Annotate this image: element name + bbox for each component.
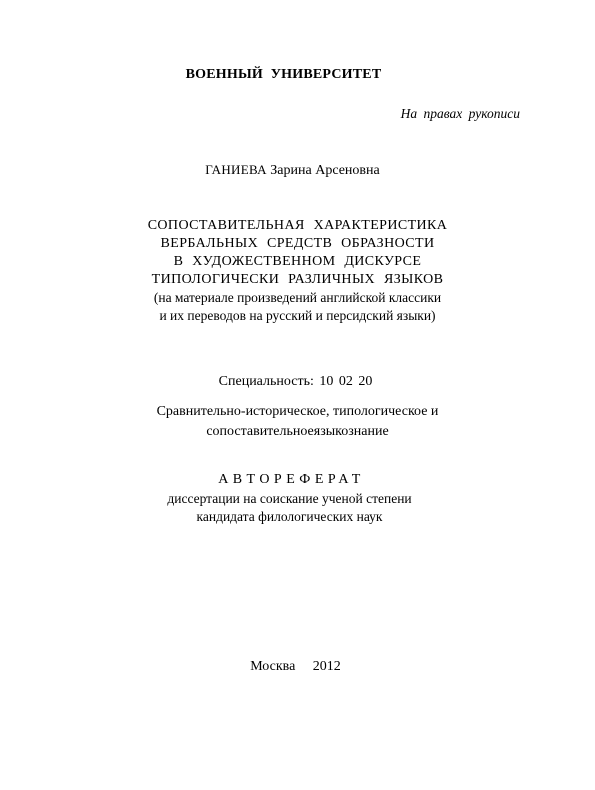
place-and-year: Москва 2012 — [250, 659, 341, 674]
specialty-name — [0, 402, 595, 442]
title-line: ВЕРБАЛЬНЫХ СРЕДСТВ ОБРАЗНОСТИ — [160, 236, 435, 251]
specialty-name-line: сопоставительноеязыкознание — [206, 424, 389, 439]
specialty-code: Специальность: 10 02 20 — [218, 374, 373, 389]
university-name: ВОЕННЫЙ УНИВЕРСИТЕТ — [185, 67, 382, 82]
abstract-heading: АВТОРЕФЕРАТ — [218, 472, 365, 487]
dissertation-title — [0, 217, 595, 325]
title-subtitle-line: (на материале произведений английской классики — [153, 290, 442, 305]
specialty-name-line: Сравнительно-историческое, типологическое и — [156, 404, 439, 419]
author-name — [0, 161, 590, 179]
title-line: ТИПОЛОГИЧЕСКИ РАЗЛИЧНЫХ ЯЗЫКОВ — [151, 272, 444, 287]
abstract-description-line: диссертации на соискание ученой степени — [167, 491, 412, 506]
manuscript-note: На правах рукописи — [400, 106, 520, 121]
author-surname: ГАНИЕВА — [205, 162, 267, 177]
author-given-names: Зарина Арсеновна — [270, 163, 380, 178]
title-line: СОПОСТАВИТЕЛЬНАЯ ХАРАКТЕРИСТИКА — [147, 218, 448, 233]
title-subtitle-line: и их переводов на русский и персидский языки) — [159, 308, 436, 323]
abstract-description-line: кандидата филологических наук — [196, 509, 383, 524]
title-line: В ХУДОЖЕСТВЕННОМ ДИСКУРСЕ — [173, 254, 422, 269]
abstract-description — [0, 490, 587, 526]
